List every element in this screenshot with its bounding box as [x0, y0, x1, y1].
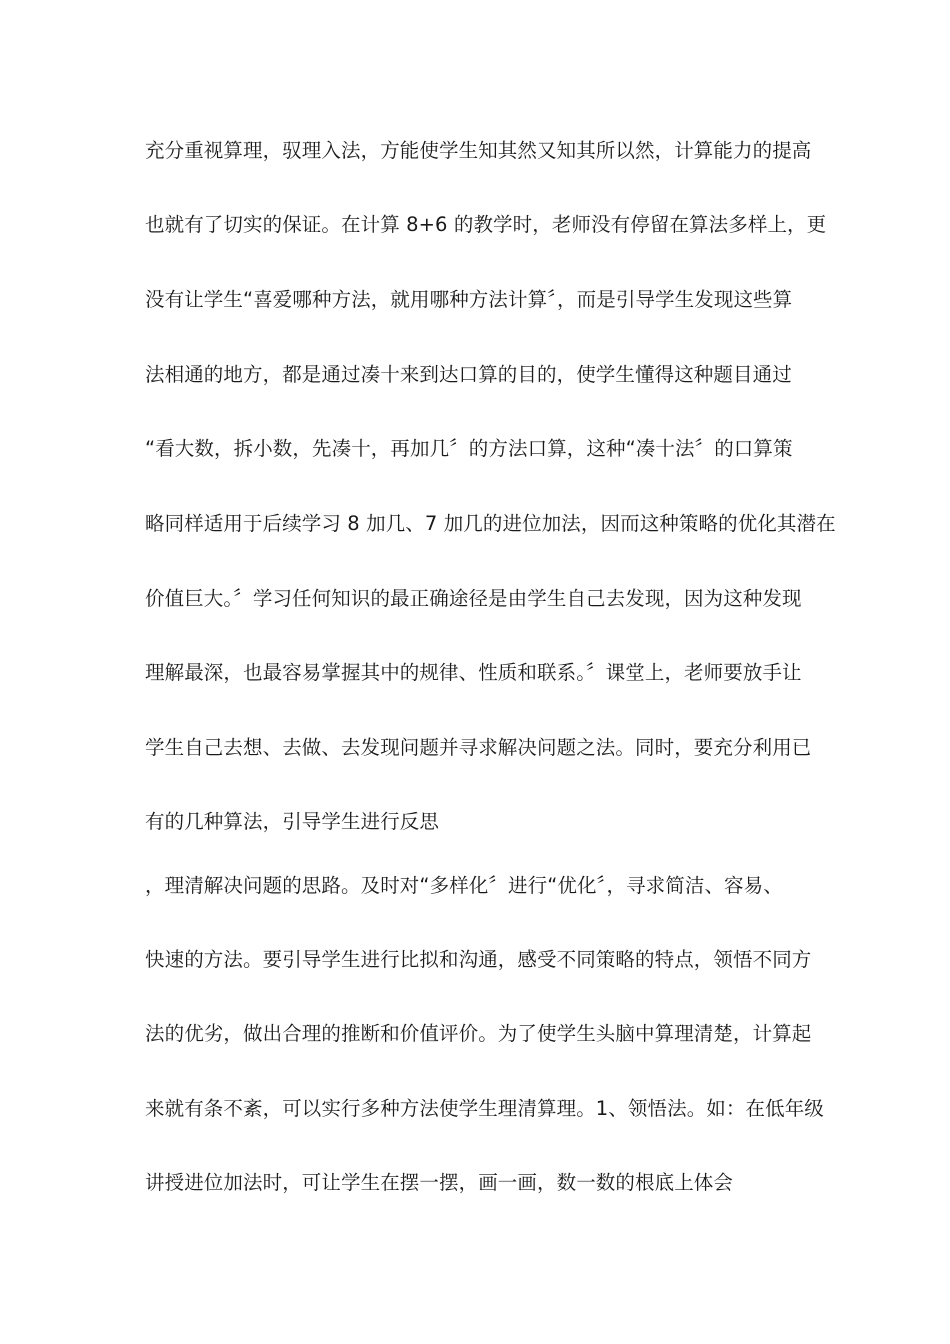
text-line: 价值巨大。〞学习任何知识的最正确途径是由学生自己去发现，因为这种发现 — [145, 587, 802, 610]
text-line: 理解最深，也最容易掌握其中的规律、性质和联系。〞课堂上，老师要放手让 — [145, 661, 802, 684]
text-line: 充分重视算理，驭理入法，方能使学生知其然又知其所以然，计算能力的提高 — [145, 139, 812, 162]
text-line: “看大数，拆小数，先凑十，再加几〞的方法口算，这种“凑十法〞的口算策 — [145, 437, 793, 460]
text-line: 快速的方法。要引导学生进行比拟和沟通，感受不同策略的特点，领悟不同方 — [145, 948, 812, 971]
text-line: ，理清解决问题的思路。及时对“多样化〞进行“优化〞，寻求简洁、容易、 — [145, 874, 783, 897]
text-line: 来就有条不紊，可以实行多种方法使学生理清算理。1、领悟法。如：在低年级 — [145, 1097, 824, 1120]
text-line: 法的优劣，做出合理的推断和价值评价。为了使学生头脑中算理清楚，计算起 — [145, 1022, 812, 1045]
text-line: 也就有了切实的保证。在计算 8+6 的教学时，老师没有停留在算法多样上，更 — [145, 213, 827, 236]
text-line: 略同样适用于后续学习 8 加几、7 加几的进位加法，因而这种策略的优化其潜在 — [145, 512, 836, 535]
text-line: 讲授进位加法时，可让学生在摆一摆，画一画，数一数的根底上体会 — [145, 1171, 734, 1194]
text-line: 法相通的地方，都是通过凑十来到达口算的目的，使学生懂得这种题目通过 — [145, 363, 792, 386]
text-line: 没有让学生“喜爱哪种方法，就用哪种方法计算〞，而是引导学生发现这些算 — [145, 288, 793, 311]
text-line: 学生自己去想、去做、去发现问题并寻求解决问题之法。同时，要充分利用已 — [145, 736, 812, 759]
text-line: 有的几种算法，引导学生进行反思 — [145, 810, 440, 833]
